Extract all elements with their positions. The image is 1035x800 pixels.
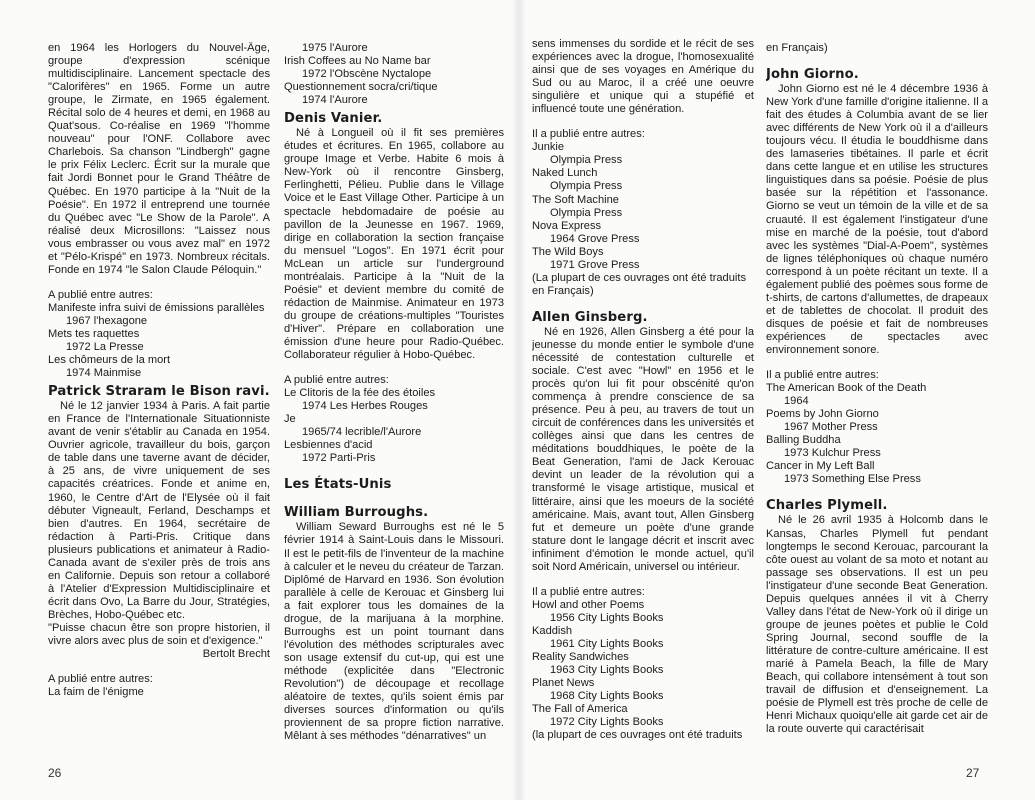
published-heading: A publié entre autres: [48,673,153,686]
book-publisher: 1971 Grove Press [550,258,640,271]
book-title: Naked Lunch [532,167,598,180]
book-title: Poems by John Giorno [766,408,879,421]
author-heading: Denis Vanier. [284,111,383,127]
book-title: Planet News [532,677,595,690]
paragraph: sens immenses du sordide et le récit de ses expériences avec la drogue, l'homosexualité ainsi que de ses voyages en Amérique du Sud ou au Maroc, il a créé une oeuvre singulière et unique qui a stupéfié et influencé toute une génération. [532,38,754,116]
book-title: Les chômeurs de la mort [48,354,171,367]
published-heading: Il a publié entre autres: [532,128,645,141]
author-heading: John Giorno. [766,67,859,83]
book-list [284,387,504,465]
page-gutter [512,0,526,800]
book-title: (La plupart de ces ouvrages ont été traduits en Français) [532,271,746,297]
page-number-right: 27 [966,766,980,780]
book-title: Lesbiennes d'acid [284,439,373,452]
author-heading: William Burroughs. [284,505,429,521]
paragraph: Né le 26 avril 1935 à Holcomb dans le Kansas, Charles Plymell fut pendant longtemps le second Kerouac, parcourant la côte ouest au volant de sa moto et notant au passage ses observations. Il est un peu l'instigateur d'une seconde Beat Generation. Depuis quelques années il vit à Cherry Valley dans l'état de New-York où il dirige un groupe de jeunes poètes et publie le Cold Spring Journal, second souffle de la littérature de contre-culture américaine. Il est marié à Pamela Beach, la fille de Mary Beach, qui collabore intensément à tout son travail de diffusion et d'enseignement. La poésie de Plymell est très proche de celle de Henri Michaux quoiqu'elle ait garde cet air de la route ouverte qui caractérisait [766,514,988,736]
book-title: Mets tes raquettes [48,327,140,340]
book-list [532,141,754,298]
book-publisher: 1968 City Lights Books [550,690,664,703]
quote-author: Bertolt Brecht [202,648,270,661]
book-publisher: Olympia Press [550,180,623,193]
book-publisher: 1972 La Presse [66,341,144,354]
book-publisher: Olympia Press [550,154,623,167]
book-publisher: 1974 Les Herbes Rouges [302,400,428,413]
book-publisher: 1967 Mother Press [784,421,878,434]
column-3 [532,38,754,750]
book-publisher: 1965/74 lecrible/l'Aurore [302,426,422,439]
book-title: Reality Sandwiches [532,651,629,664]
book-title: La faim de l'énigme [48,686,144,699]
published-heading: A publié entre autres: [48,288,153,301]
book-list [766,382,988,486]
book-title: Cancer in My Left Ball [766,460,875,473]
book-publisher: Olympia Press [550,206,623,219]
book-publisher: 1974 Mainmise [66,367,142,380]
book-title: Irish Coffees au No Name bar [284,55,431,68]
author-heading: Allen Ginsberg. [532,309,648,325]
paragraph: John Giorno est né le 4 décembre 1936 à New York d'une famille d'origine italienne. Il a fait des études à Columbia avant de se lier avec différents de New York où il a d'ailleurs toujours vécu. Il étudia le bouddhisme dans des lamaseries tibétaines. Il parle et écrit dans cette langue et en utilise les structures linguistiques dans sa poésie. Poésie de plus basée sur la répétition et l'assonance. Giorno se veut un témoin de la ville et de sa cruauté. Il est également l'instigateur d'une mise en marché de la poésie, tout d'abord avec les systèmes "Dial-A-Poem", systèmes de lignes téléphoniques où chaque numéro correspond à un poète récitant un texte. Il a également publié des poèmes sous forme de t-shirts, de cartons d'allumettes, de drapeaux et de tablettes de chocolat. Il produit des disques de poésie et fait de nombreuses expériences de spectacles avec environnement sonore. [766,83,988,356]
book-title: (la plupart de ces ouvrages ont été traduits [532,729,743,742]
published-heading: A publié entre autres: [284,374,389,387]
book-publisher: 1973 Something Else Press [784,473,921,486]
published-heading: Il a publié entre autres: [532,585,645,598]
book-publisher: 1963 City Lights Books [550,664,664,677]
book-title: Junkie [532,141,565,154]
author-heading: Patrick Straram le Bison ravi. [48,384,270,400]
book-title: Kaddish [532,624,573,637]
book-publisher: 1974 l'Aurore [302,94,368,107]
book-publisher: 1975 l'Aurore [302,42,368,54]
paragraph: William Seward Burroughs est né le 5 février 1914 à Saint-Louis dans le Missouri. Il est le petit-fils de l'inventeur de la machine à calculer et le neveu du créateur de Tarzan. Diplômé de Harvard en 1936. Son évolution parallèle à celle de Kerouac et Ginsberg lui a fait explorer tous les domaines de la drogue, de la marijuana à la morphine. Burroughs est un point tournant dans l'évolution des méthodes scripturales avec son usage extensif du cut-up, qui est une méthode (explicitée dans "Electronic Revolution") de découpage et recollage aléatoire de textes, qu'ils soient émis par diverses sources d'information ou qu'ils proviennent de sa propre fiction narrative. Mêlant à ses méthodes "dénarratives" un [284,521,504,743]
author-heading: Charles Plymell. [766,498,888,514]
book-title: Questionnement socra/cri/tique [284,81,438,94]
column-2 [284,42,504,754]
book-publisher: 1973 Kulchur Press [784,447,881,460]
book-title: The Wild Boys [532,245,604,258]
book-publisher: 1961 City Lights Books [550,637,664,650]
book-publisher: 1956 City Lights Books [550,611,664,624]
book-title: The Fall of America [532,703,628,716]
quote: "Puisse chacun être son propre historien, il vivre alors avec plus de soin et d'exigence." [48,621,270,648]
book-publisher: 1964 [784,395,809,408]
book-list [532,599,754,743]
page-number-left: 26 [48,766,62,780]
book-publisher: 1972 City Lights Books [550,716,664,729]
paragraph: en 1964 les Horlogers du Nouvel-Âge, groupe d'expression scénique multidisciplinaire. Lancement spectacle des "Calorifères" en 1965. Forme un autre groupe, le Zirmate, en 1965 également. Récital solo de 4 heures et demi, en 1968 au Quat'sous. Co-réalise en 1969 "l'homme nouveau" pour l'ONF. Collabore avec Charlebois. Sa chanson "Lindbergh" gagne le prix Félix Leclerc. Écrit sur la murale que fait Jordi Bonnet pour le Grand Théâtre de Québec. En 1970 participe à la "Nuit de la Poésie". En 1972 il entreprend une tournée du Québec avec "Le Show de la Parole". A réalisé deux Microsillons: "Laissez nous vous embrasser ou vous avez mal" en 1972 et "Pélo-Krispé" en 1973. Nombreux récitals. Fonde en 1974 "le Salon Claude Péloquin." [48,42,270,276]
book-title: Howl and other Poems [532,598,645,611]
book-publisher: 1972 l'Obscène Nyctalope [302,68,432,81]
book-title: The American Book of the Death [766,382,927,395]
column-1 [48,42,270,754]
paragraph: en Français) [766,42,828,54]
column-4 [766,42,988,754]
book-title: Je [284,413,296,426]
book-list [284,42,504,107]
book-title: Nova Express [532,219,602,232]
book-publisher: 1964 Grove Press [550,232,640,245]
book-title: Le Clitoris de la fée des étoiles [284,387,436,400]
paragraph: Né le 12 janvier 1934 à Paris. A fait partie en France de l'Internationale Situationniste avant de venir s'établir au Canada en 1954. Ouvrier agricole, travailleur du bois, garçon de table dans une taverne avant de décider, à 25 ans, de vivre uniquement de ses capacités créatrices. Fonde et anime en, 1960, le Centre d'Art de l'Elysée où il fait débuter Vigneault, Ferland, Deschamps et bien d'autres. En 1964, secrétaire de rédaction à Parti-Pris. Critique dans plusieurs publications et animateur à Radio-Canada avant de s'exiler près de trois ans en Californie. Depuis son retour a collaboré à l'Atelier d'Expression Multidisciplinaire et écrit dans Ovo, La Barre du Jour, Stratégies, Brèches, Hobo-Québec etc. [48,400,270,621]
section-heading: Les États-Unis [284,477,392,493]
book-publisher: 1972 Parti-Pris [302,452,376,465]
book-title: The Soft Machine [532,193,619,206]
published-heading: Il a publié entre autres: [766,369,879,382]
book-title: Manifeste infra suivi de émissions parallèles [48,301,265,314]
book-publisher: 1967 l'hexagone [66,314,148,327]
paragraph: Né en 1926, Allen Ginsberg a été pour la jeunesse du monde entier le symbole d'une nécessité de contestation culturelle et sociale. C'est avec "Howl" en 1956 et le procès qu'on lui fit pour obscénité qu'on commença à prendre conscience de sa présence. Peu à peu, au travers de tout un circuit de conférences dans les universités et collèges ainsi que dans les centres de méditations bouddhiques, le poète de la Beat Generation, l'ami de Jack Kerouac devint un leader de la révolution qui a transformé le visage artistique, musical et littéraire, ainsi que les moeurs de la société américaine. Mais, avant tout, Allen Ginsberg fut et demeure un poète d'une grande stature dont le langage décrit et inscrit avec infiniment d'émotion le monde actuel, qu'il soit Nord Américain, universel ou intérieur. [532,325,754,573]
book-title: Balling Buddha [766,434,841,447]
book-list [48,302,270,380]
paragraph: Né à Longueil où il fit ses premières études et écritures. En 1965, collabore au groupe Image et Verbe. Habite 6 mois à New-York où il rencontre Ginsberg, Ferlinghetti, Pélieu. Publie dans le Village Voice et le East Village Other. Participe à un spectacle hebdomadaire de poésie au pavillon de la Jeunesse en 1967. 1969, dirige en collaboration la section française du mensuel "Logos". En 1971 écrit pour McLean un article sur l'underground montréalais. Participe à la "Nuit de la Poésie" et devient membre du comité de rédaction de Mainmise. Animateur en 1973 du groupe de créations-multiples "Touristes d'Hiver". Prépare en collaboration une émission d'une heure pour Radio-Québec. Collaborateur régulier à Hobo-Québec. [284,127,504,362]
